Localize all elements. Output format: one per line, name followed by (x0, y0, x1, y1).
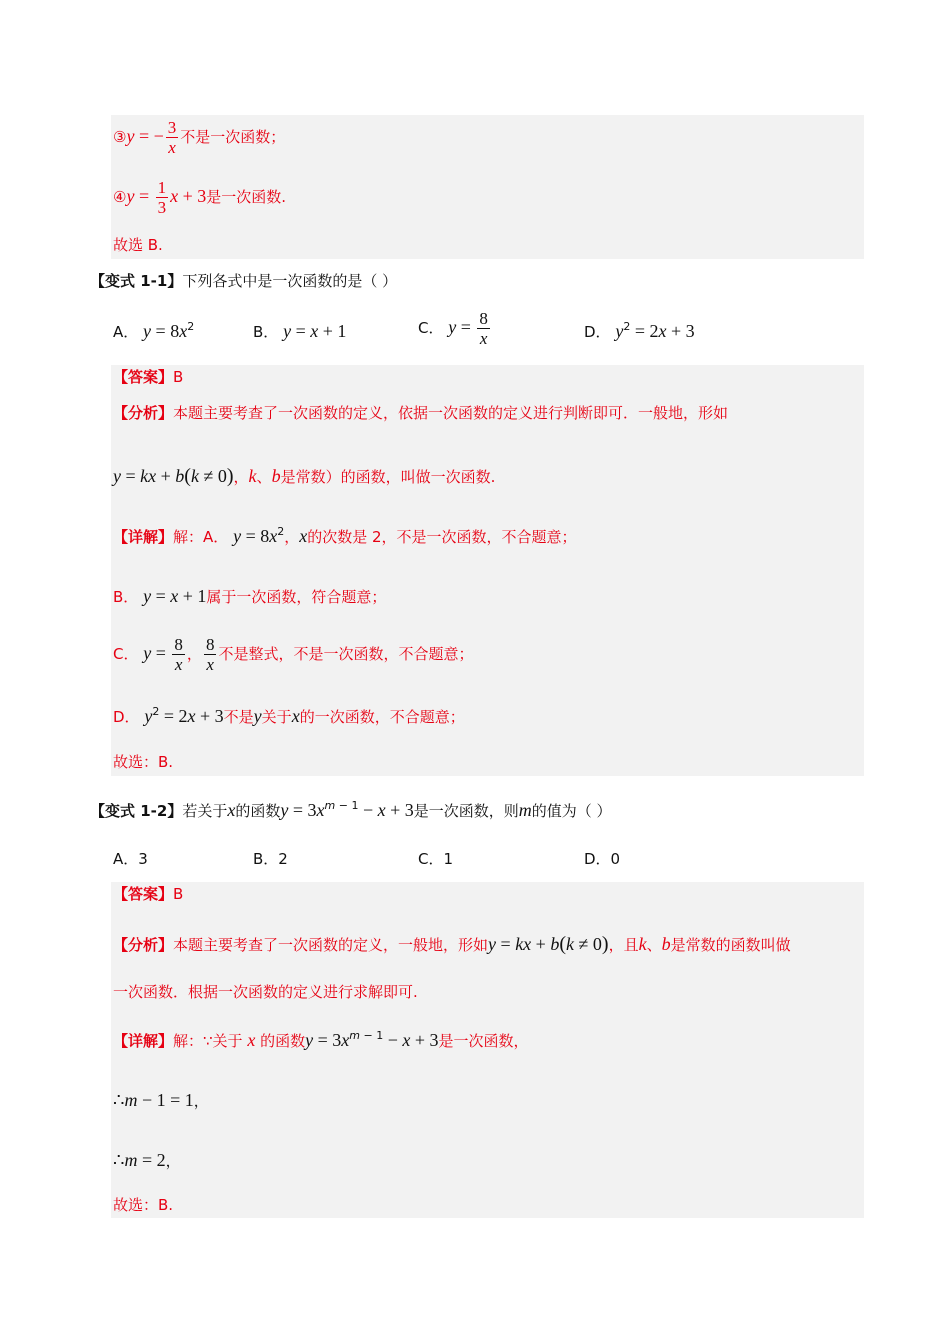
analysis-line-2: 一次函数．根据一次函数的定义进行求解即可. (113, 983, 418, 1001)
solution-panel-1-2 (111, 882, 864, 1218)
option-c: C． y = $\frac{8}{x}$ (418, 309, 488, 348)
question-label: 【变式 1-1】 (90, 272, 183, 290)
solution-item-4: ④y = $\frac{1}{3}$ x + 3是一次函数. (113, 178, 287, 217)
step-line-1: ∴m − 1 = 1， (113, 1090, 209, 1110)
conclusion-1-2: 故选：B. (113, 1196, 174, 1214)
option-d: D． $y^2 = 2x + 3$ (584, 320, 695, 341)
option-a: A．3 (113, 850, 148, 868)
solution-conclusion: 故选 B. (113, 236, 163, 254)
conclusion-1-1: 故选：B. (113, 753, 174, 771)
question-1-1-stem: 【变式 1-1】下列各式中是一次函数的是（ ） (90, 272, 398, 290)
step-line-2: ∴m = 2， (113, 1150, 181, 1170)
option-c: C．1 (418, 850, 454, 868)
analysis-line-1: 【分析】本题主要考查了一次函数的定义，一般地，形如y = kx + b(k ≠ 0)，且k、b是常数的函数叫做 (113, 933, 791, 955)
question-1-2-stem: 【变式 1-2】若关于x的函数$y = 3x^{m - 1} - x + 3$是一次函数，则m的值为（ ） (90, 799, 612, 820)
answer-line: 【答案】B (113, 368, 184, 386)
analysis-line-2: y = kx + b(k ≠ 0)，k、b是常数）的函数，叫做一次函数. (113, 465, 496, 487)
solution-item-3: ③y = − $\frac{3}{x}$ 不是一次函数； (113, 118, 286, 157)
detail-line-b: B． y = x + 1属于一次函数，符合题意； (113, 586, 387, 606)
option-b: B．2 (253, 850, 288, 868)
answer-line: 【答案】B (113, 885, 184, 903)
detail-line-c: C． y = $\frac{8}{x}$ ， $\frac{8}{x}$ 不是整式，不是一次函数，不合题意； (113, 635, 474, 674)
option-d: D．0 (584, 850, 621, 868)
detail-line-a: 【详解】解：A． $y = 8x^2$，x的次数是 2，不是一次函数，不合题意； (113, 525, 577, 546)
detail-line-1: 【详解】解：∵关于 x 的函数$y = 3x^{m - 1} - x + 3$是一次函数， (113, 1029, 529, 1050)
detail-line-d: D． $y^2 = 2x + 3$不是y关于x的一次函数，不合题意； (113, 705, 465, 726)
question-label: 【变式 1-2】 (90, 802, 183, 820)
option-b: B． y = x + 1 (253, 321, 347, 341)
analysis-line-1: 【分析】本题主要考查了一次函数的定义，依据一次函数的定义进行判断即可．一般地，形如 (113, 404, 729, 422)
option-a: A． $y = 8x^2$ (113, 320, 195, 341)
